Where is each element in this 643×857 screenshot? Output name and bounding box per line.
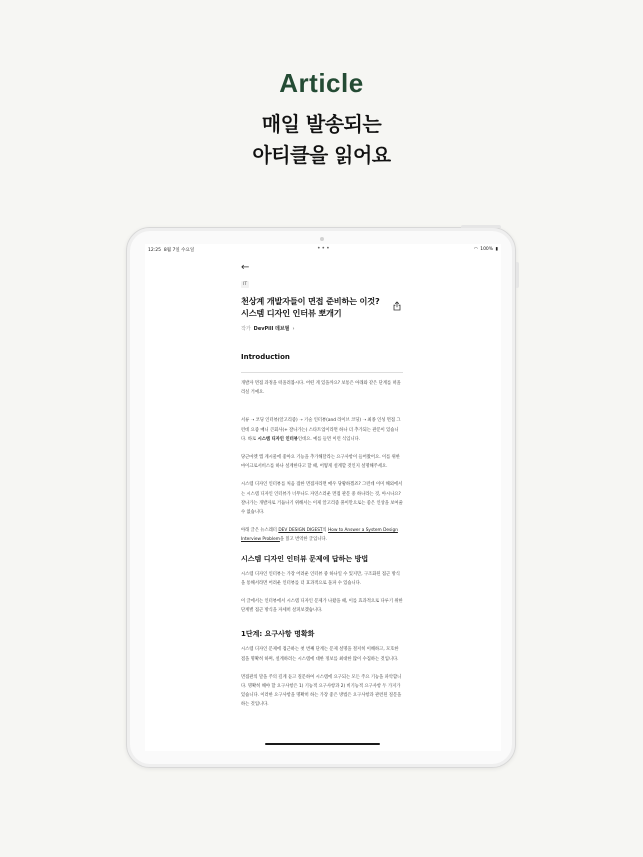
paragraph: 면접관의 말을 주의 깊게 듣고 질문하여 시스템에 요구되는 모든 주요 기능을 파악합니다. 명확히 해야 할 요구사항은 1) 기능적 요구사항과 2) 비기능적 요구사항 두 가지가 있습니다. 이러한 요구사항을 명확히 하는 가장 좋은 방법은 요구사항과 관련된 질문을 하는 것입니다. [241, 674, 402, 708]
battery-percent: 100% [480, 247, 494, 252]
status-date: 8월 7일 수요일 [163, 248, 195, 253]
promo-eyebrow: Article [279, 68, 364, 98]
source-note [241, 526, 403, 544]
byline [241, 325, 295, 332]
section-heading: Introduction [241, 353, 403, 373]
section-heading: 시스템 디자인 인터뷰 문제에 답하는 방법 [241, 554, 369, 563]
status-bar [145, 244, 501, 256]
paragraph-text: 의 [322, 528, 329, 534]
status-indicators [473, 247, 498, 252]
paragraph: 당근마켓 앱 게시물에 좋아요 기능을 추가해달라는 요구사항이 들어왔어요. 이를 위한 마이크로서비스를 하나 설계한다고 할 때, 어떻게 설계할 것인지 설명해주세요. [241, 455, 400, 470]
share-icon[interactable] [392, 301, 402, 311]
paragraph: 시스템 디자인 인터뷰를 처음 접한 면접자라면 매우 당황하겠죠? 그런데 이미 해외에서는 시스템 디자인 인터뷰가 너무나도 자연스러운 면접 관문 중 하나라는 것, 아시나요? 잘나가는 개발자로 거듭나기 위해서는 이제 알고리즘 풀이만으로는 좋은 인상을 보여줄 수 없습니다. [241, 482, 403, 516]
tablet-top-button [461, 225, 501, 228]
tablet-side-button [516, 262, 519, 288]
tablet-frame [126, 227, 516, 768]
paragraph: 시스템 디자인 문제에 접근하는 첫 번째 단계는 문제 설명을 철저히 이해하고, 모호한 점을 명확히 하며, 설계하려는 시스템에 대한 정보를 최대한 많이 수집하는 것입니다. [241, 647, 399, 662]
paragraph: 시스템 디자인 인터뷰는 가장 어려운 인터뷰 중 하나일 수 있지만, 구조화된 접근 방식을 통해서라면 어려운 인터뷰를 더 효과적으로 돌파 수 있습니다. [241, 571, 400, 586]
section-heading: 1단계: 요구사항 명확화 [241, 630, 315, 639]
byline-label: 작가 [241, 326, 251, 332]
battery-icon: ▮ [495, 247, 498, 252]
paragraph [241, 416, 403, 444]
camera-icon [320, 237, 324, 241]
paragraph: 이 글에서는 인터뷰에서 시스템 디자인 문제가 나왔을 때, 이를 효과적으로 다루기 위한 단계별 접근 방식을 자세히 살펴보겠습니다. [241, 599, 403, 614]
paragraph-text: 아래 글은 뉴스레터 [241, 528, 279, 534]
newsletter-link[interactable]: DEV DESIGN DIGEST [278, 528, 323, 534]
paragraph: 개발자 면접 과정을 떠올려봅시다. 어떤 게 있을까요? 보통은 아래와 같은 단계를 떠올리실 거예요. [241, 381, 401, 396]
article-body [241, 350, 403, 710]
emphasis-text: 시스템 디자인 인터뷰 [257, 436, 298, 442]
wifi-icon: ◠ [473, 247, 478, 252]
app-screen [145, 244, 501, 751]
promo-headline-line1: 매일 발송되는 [261, 112, 382, 136]
promo-headline-line2: 아티클을 읽어요 [252, 143, 391, 167]
status-time: 12:25 [148, 248, 161, 253]
status-time-date [148, 247, 194, 253]
multitasking-dots-icon[interactable]: ••• [317, 245, 331, 252]
paragraph-text: 을 읽고 번역한 글입니다. [279, 537, 327, 543]
back-arrow-icon[interactable]: ← [241, 262, 250, 273]
home-indicator[interactable] [265, 743, 380, 745]
paragraph-text: 서류 ➝ 코딩 인터뷰(알고리즘) ➝ 기술 인터뷰(and 라이브 코딩) ➝ 최종 인성 면접 그런데 요즘 매니 큰회사(+ 잘나가는) 스타트업이라면 하나 더 추가되는 관문이 있습니다. 바로 [241, 418, 401, 442]
category-tag: IT [243, 282, 248, 287]
paragraph-text: 인데요. 예를 들면 이런 식입니다. [297, 436, 361, 442]
chevron-right-icon[interactable]: › [292, 326, 295, 332]
author-link[interactable]: DevPill 데브필 [253, 326, 290, 332]
source-article-link[interactable]: How to Answer a System Design Interview Problem [241, 528, 398, 543]
article-title: 천상계 개발자들이 면접 준비하는 이것? 시스템 디자인 인터뷰 뽀개기 [241, 296, 380, 318]
